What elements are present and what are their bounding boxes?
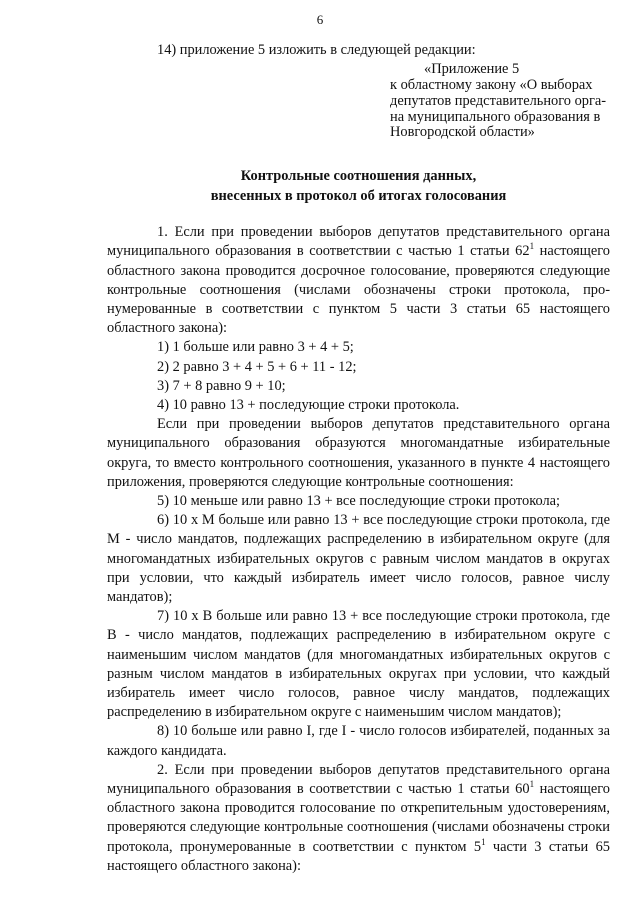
list-item: 2) 2 равно 3 + 4 + 5 + 6 + 11 - 12; — [157, 358, 357, 375]
text-run: 1. Если при проведении выборов депутатов представительного органа муниципального образования в соответствии с частью 1 статьи 62 — [107, 224, 610, 260]
appendix-header — [390, 62, 620, 141]
text-run: 2. Если при проведении выборов депутатов представительного органа муниципального образования в соответствии с частью 1 статьи 60 — [107, 761, 610, 798]
superscript: 1 — [481, 836, 486, 847]
superscript: 1 — [529, 779, 535, 790]
list-item: 5) 10 меньше или равно 13 + все последующие строки протокола; — [157, 493, 561, 510]
text-run: настоящего областного закона проводится досрочное голосование, проверяются следующие контрольные соотношения (числами обозначены строки протокола, пронумерованные в соответствии с пунктом 5 части 3 статьи 65 настоящего областного закона): — [107, 243, 610, 337]
list-item: 3) 7 + 8 равно 9 + 10; — [157, 377, 286, 394]
appendix-line: Новгородской области» — [390, 124, 535, 141]
paragraph-multi-intro: Если при проведении выборов депутатов представительного органа муниципального образования образуются многомандатные избирательные округа, то вместо контрольного соотношения, указанного в пункте 4 настоящего приложения, проверяются следующие контрольные соотношения: — [107, 416, 610, 490]
document-body — [107, 41, 610, 876]
paragraph-1-intro — [107, 223, 610, 338]
list-item: 6) 10 х М больше или равно 13 + все последующие строки протокола, где М - число мандатов, подлежащих распределению в избирательном округе (для многомандатных избирательных округов с равным числом мандатов в округах при условии, что каждый избиратель имеет число голосов, равное числу мандатов); — [107, 512, 610, 606]
text-run: части 3 статьи 65 настоящего областного закона): — [107, 838, 610, 874]
text-run: настоящего областного закона проводится голосование по открепительным удостоверениям, проверяются следующие контрольные соотношения (числами обозначены строки протокола, пронумерованные в соответствии с пунктом 5 — [107, 781, 610, 855]
heading-line: внесенных в протокол об итогах голосования — [210, 187, 507, 204]
list-item: 1) 1 больше или равно 3 + 4 + 5; — [157, 339, 354, 356]
list-item: 4) 10 равно 13 + последующие строки протокола. — [157, 397, 460, 414]
paragraph-2-intro — [107, 761, 610, 876]
amendment-line: 14) приложение 5 изложить в следующей редакции: — [157, 42, 476, 58]
appendix-title: «Приложение 5 — [424, 61, 520, 78]
section-heading — [107, 167, 610, 206]
heading-line: Контрольные соотношения данных, — [240, 168, 477, 185]
page-number: 6 — [316, 12, 324, 27]
appendix-line: к областному закону «О выборах — [390, 77, 593, 93]
superscript: 1 — [529, 241, 535, 252]
appendix-line: депутатов представительного орга- — [390, 92, 607, 109]
list-item: 7) 10 х В больше или равно 13 + все последующие строки протокола, где В - число мандатов, подлежащих распределению в избирательном округе с наименьшим числом мандатов (для многомандатных избирательных округов с разным числом мандатов в избирательных округах при условии, что каждый избиратель имеет число голосов, равное числу мандатов, подлежащих распределению в избирательном округе с наименьшим числом мандатов); — [107, 608, 610, 721]
appendix-line: на муниципального образования в — [390, 108, 601, 125]
list-item: 8) 10 больше или равно I, где I - число голосов избирателей, поданных за каждого кандидата. — [107, 723, 610, 759]
main-text — [107, 223, 610, 876]
